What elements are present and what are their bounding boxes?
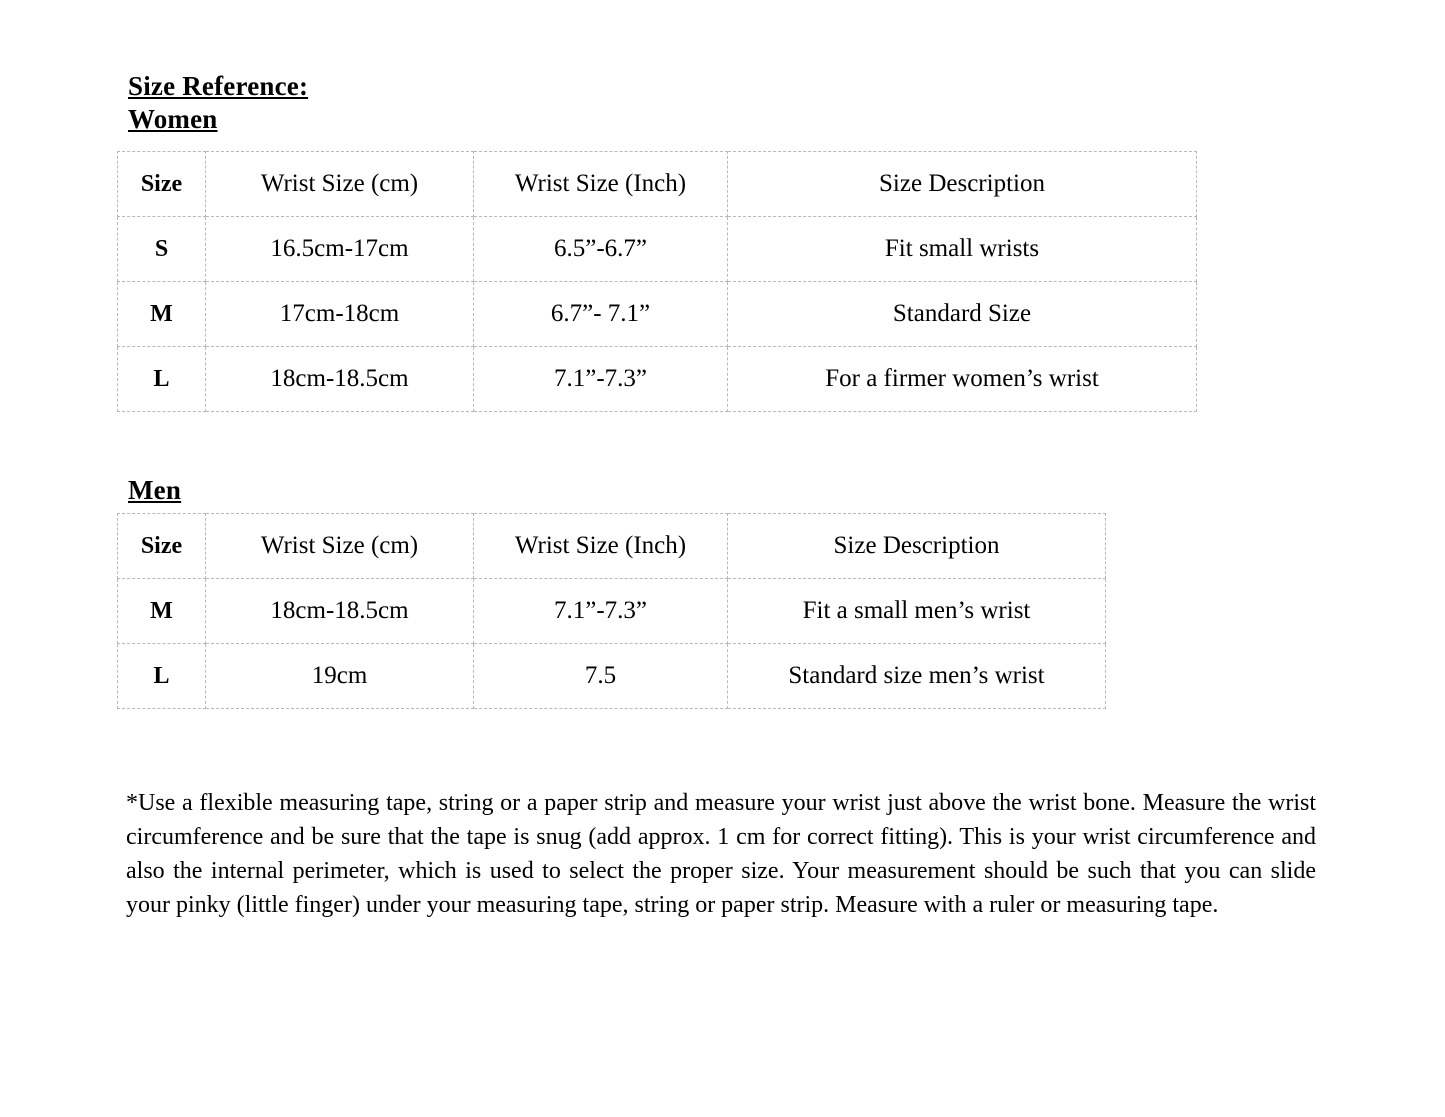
cell-description: Fit small wrists xyxy=(728,217,1197,282)
column-header-wrist-inch: Wrist Size (Inch) xyxy=(474,514,728,579)
men-section-heading: Men xyxy=(128,475,182,505)
column-header-description: Size Description xyxy=(728,514,1106,579)
cell-size: M xyxy=(118,579,206,644)
column-header-wrist-cm: Wrist Size (cm) xyxy=(206,514,474,579)
cell-wrist-inch: 6.5”-6.7” xyxy=(474,217,728,282)
cell-size: S xyxy=(118,217,206,282)
cell-wrist-cm: 18cm-18.5cm xyxy=(206,579,474,644)
table-header-row xyxy=(118,152,1197,217)
table-header-row xyxy=(118,514,1106,579)
men-size-table xyxy=(117,513,1106,709)
table-row xyxy=(118,644,1106,709)
title-block xyxy=(128,70,308,136)
cell-description: Fit a small men’s wrist xyxy=(728,579,1106,644)
cell-wrist-cm: 18cm-18.5cm xyxy=(206,347,474,412)
cell-wrist-cm: 19cm xyxy=(206,644,474,709)
cell-wrist-inch: 7.1”-7.3” xyxy=(474,579,728,644)
table-row xyxy=(118,579,1106,644)
column-header-wrist-cm: Wrist Size (cm) xyxy=(206,152,474,217)
cell-description: Standard Size xyxy=(728,282,1197,347)
cell-wrist-cm: 16.5cm-17cm xyxy=(206,217,474,282)
column-header-description: Size Description xyxy=(728,152,1197,217)
cell-size: L xyxy=(118,347,206,412)
column-header-size: Size xyxy=(118,514,206,579)
cell-wrist-inch: 7.1”-7.3” xyxy=(474,347,728,412)
women-section-heading: Women xyxy=(128,103,218,134)
table-row xyxy=(118,282,1197,347)
column-header-size: Size xyxy=(118,152,206,217)
cell-description: Standard size men’s wrist xyxy=(728,644,1106,709)
table-row xyxy=(118,217,1197,282)
cell-size: M xyxy=(118,282,206,347)
cell-wrist-inch: 6.7”- 7.1” xyxy=(474,282,728,347)
cell-wrist-inch: 7.5 xyxy=(474,644,728,709)
measurement-instructions: *Use a flexible measuring tape, string or a paper strip and measure your wrist just above the wrist bone. Measure the wrist circumference and be sure that the tape is snug (add approx. 1 cm for correct fitting). This is your wrist circumference and also the internal perimeter, which is used to select the proper size. Your measurement should be such that you can slide your pinky (little finger) under your measuring tape, string or paper strip. Measure with a ruler or measuring tape. xyxy=(126,790,1316,919)
cell-description: For a firmer women’s wrist xyxy=(728,347,1197,412)
page-title: Size Reference: xyxy=(128,71,309,101)
table-row xyxy=(118,347,1197,412)
cell-wrist-cm: 17cm-18cm xyxy=(206,282,474,347)
cell-size: L xyxy=(118,644,206,709)
women-size-table xyxy=(117,151,1197,412)
column-header-wrist-inch: Wrist Size (Inch) xyxy=(474,152,728,217)
